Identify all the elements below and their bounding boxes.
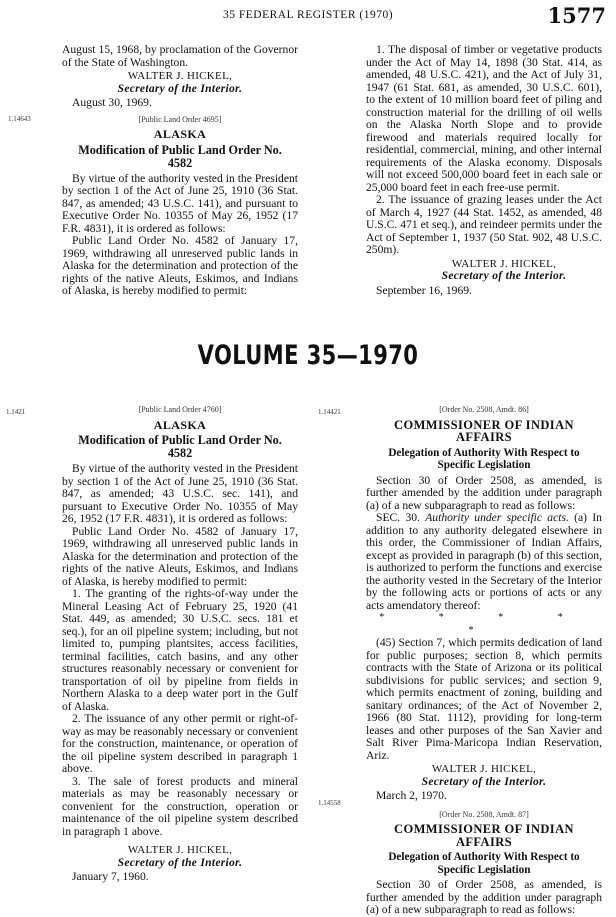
- signer-name: WALTER J. HICKEL,: [127, 844, 233, 856]
- margin-code: 1.14558: [318, 799, 341, 807]
- order-bracket: [Order No. 2508, Amdt. 86]: [439, 405, 529, 414]
- signer-name: WALTER J. HICKEL,: [451, 257, 557, 270]
- paragraph: 3. The sale of forest products and mineral materials as may be reasonably necessary or convenient for the construction, operation or maintenance of the oil pipeline system described in paragraph 1 above.: [62, 774, 298, 838]
- running-title: 35 FEDERAL REGISTER (1970): [222, 9, 394, 21]
- agency-heading: COMMISSIONER OF INDIAN AFFAIRS: [394, 417, 574, 444]
- document-title: Modification of Public Land Order No. 4582: [78, 142, 282, 170]
- signature-date: January 7, 1960.: [72, 870, 149, 883]
- page-number: 1577: [547, 3, 606, 28]
- signer-name: WALTER J. HICKEL,: [431, 763, 537, 775]
- page-header: [0, 3, 616, 28]
- paragraph: 1. The disposal of timber or vegetative products under the Act of May 14, 1898 (30 Stat. 414, as amended, 48 U.S.C. 421), and the Act of July 31, 1947 (61 Stat. 681, as amended, 30 U.S.C. 601), to the extent of 10 million board feet of piling and construction material for the drilling of oil wells on the Alaska North Slope and to provide firewood and materials required locally for residential, commercial, mining, and other internal requirements of the Alaska economy. Disposals will not exceed 500,000 board feet in each sale or 25,000 board feet in each free-use permit.: [366, 43, 602, 194]
- signature-date: March 2, 1970.: [376, 789, 447, 802]
- signer-title: Secretary of the Interior.: [441, 270, 567, 282]
- margin-code: 1.14643: [8, 115, 31, 123]
- document-title: Delegation of Authority With Respect to Specific Legislation: [388, 446, 580, 471]
- signature-date: September 16, 1969.: [376, 283, 472, 297]
- paragraph: Public Land Order No. 4582 of January 17, 1969, withdrawing all unreserved public lands in Alaska for the determination and protection of the rights of the native Aleuts, Eskimos, and Indians of Alaska, is hereby modified to permit:: [62, 234, 298, 297]
- signer-title: Secretary of the Interior.: [117, 856, 243, 869]
- signature-block: [366, 258, 602, 283]
- top-left-column: [62, 44, 298, 298]
- paragraph: 2. The issuance of grazing leases under the Act of March 4, 1927 (44 Stat. 1452, as amended, 48 U.S.C. 471 et seq.), and reindeer permits under the Act of September 1, 1937 (50 Stat. 902, 48 U.S.C. 250m).: [366, 193, 602, 256]
- paragraph: 1. The granting of the rights-of-way under the Mineral Leasing Act of February 25, 1920 (41 Stat. 449, as amended; 30 U.S.C. secs. 181 et seq.), for an oil pipeline system; including, but not limited to, pumping plantsites, access facilities, terminal facilities, catch basins, and any other structures reasonably necessary or convenient for transportation of oil by pipeline from fields in Northern Alaska to a deep water port in the Gulf of Alaska.: [62, 587, 298, 713]
- document-title: Modification of Public Land Order No. 4582: [78, 433, 282, 460]
- signature-date: August 30, 1969.: [72, 96, 152, 109]
- paragraph: By virtue of the authority vested in the President by section 1 of the Act of June 25, 1910 (36 Stat. 847, as amended; 43 U.S.C. 141), and pursuant to Executive Order No. 10355 of May 26, 1952 (17 F.R. 4831), it is ordered as follows:: [62, 171, 298, 235]
- section-heading: Authority under specific acts.: [425, 511, 569, 524]
- volume-heading: VOLUME 35—1970: [197, 340, 419, 371]
- paragraph: Section 30 of Order 2508, as amended, is further amended by the addition under paragraph (a) of a new subparagraph to read as follows:: [366, 473, 602, 512]
- bottom-right-column: [366, 404, 602, 917]
- margin-code: 1.1421: [6, 408, 26, 416]
- signature-block: [366, 763, 602, 788]
- section-paragraph: [366, 512, 602, 612]
- paragraph: Section 30 of Order 2508, as amended, is further amended by the addition under paragraph (a) of a new subparagraph to read as follows:: [366, 878, 602, 916]
- signer-title: Secretary of the Interior.: [117, 82, 243, 95]
- signature-block: [62, 844, 298, 869]
- signer-name: WALTER J. HICKEL,: [127, 70, 233, 82]
- document-title: Delegation of Authority With Respect to Specific Legislation: [388, 851, 580, 876]
- top-right-column: [366, 44, 602, 297]
- agency-heading: ALASKA: [153, 127, 207, 141]
- signature-block: [62, 70, 298, 95]
- paragraph: (45) Section 7, which permits dedication of land for public purposes; section 8, which permits contracts with the State of Arizona or its political subdivisions for public services; and section 9, which permits enactment of zoning, building and sanitary ordinances; of the Act of November 2, 1966 (80 Stat. 1112), providing for long-term leases and other purposes of the San Xavier and Salt River Pima-Maricopa Indian Reservation, Ariz.: [366, 636, 602, 762]
- ellipsis-stars: * * * * *: [379, 612, 589, 636]
- section-text: (a) In addition to any authority delegated elsewhere in this order, the Commissioner of Indian Affairs, except as provided in paragraph (b) of this section, is authorized to perform the functions and exercise the authority vested in the Secretary of the Interior by the following acts or portions of acts or any acts amendatory thereof:: [366, 511, 602, 612]
- bottom-left-column: [62, 404, 298, 884]
- paragraph: Public Land Order No. 4582 of January 17, 1969, withdrawing all unreserved public lands in Alaska for the determination and protection of the rights of the native Aleuts, Eskimos, and Indians of Alaska, is hereby modified to permit:: [62, 524, 298, 588]
- order-bracket: [Public Land Order 4760]: [138, 405, 222, 414]
- order-bracket: [Public Land Order 4695]: [138, 114, 222, 124]
- order-bracket: [Order No. 2508, Amdt. 87]: [439, 809, 529, 819]
- agency-heading: ALASKA: [153, 417, 207, 432]
- agency-heading: COMMISSIONER OF INDIAN AFFAIRS: [394, 822, 574, 849]
- section-lead: SEC. 30.: [376, 511, 420, 524]
- paragraph: By virtue of the authority vested in the President by section 1 of the Act of June 25, 1910 (36 Stat. 847, as amended; 43 U.S.C. sec. 141), and pursuant to Executive Order No. 10355 of May 26, 1952 (17 F.R. 4831), it is ordered as follows:: [62, 462, 298, 525]
- signer-title: Secretary of the Interior.: [421, 775, 547, 788]
- margin-code: 1.14421: [318, 408, 341, 416]
- paragraph: 2. The issuance of any other permit or right-of-way as may be reasonably necessary or convenient for the construction, maintenance, or operation of the oil pipeline system described in paragraph 1 above.: [62, 712, 298, 775]
- lead-paragraph: August 15, 1968, by proclamation of the Governor of the State of Washington.: [62, 43, 298, 69]
